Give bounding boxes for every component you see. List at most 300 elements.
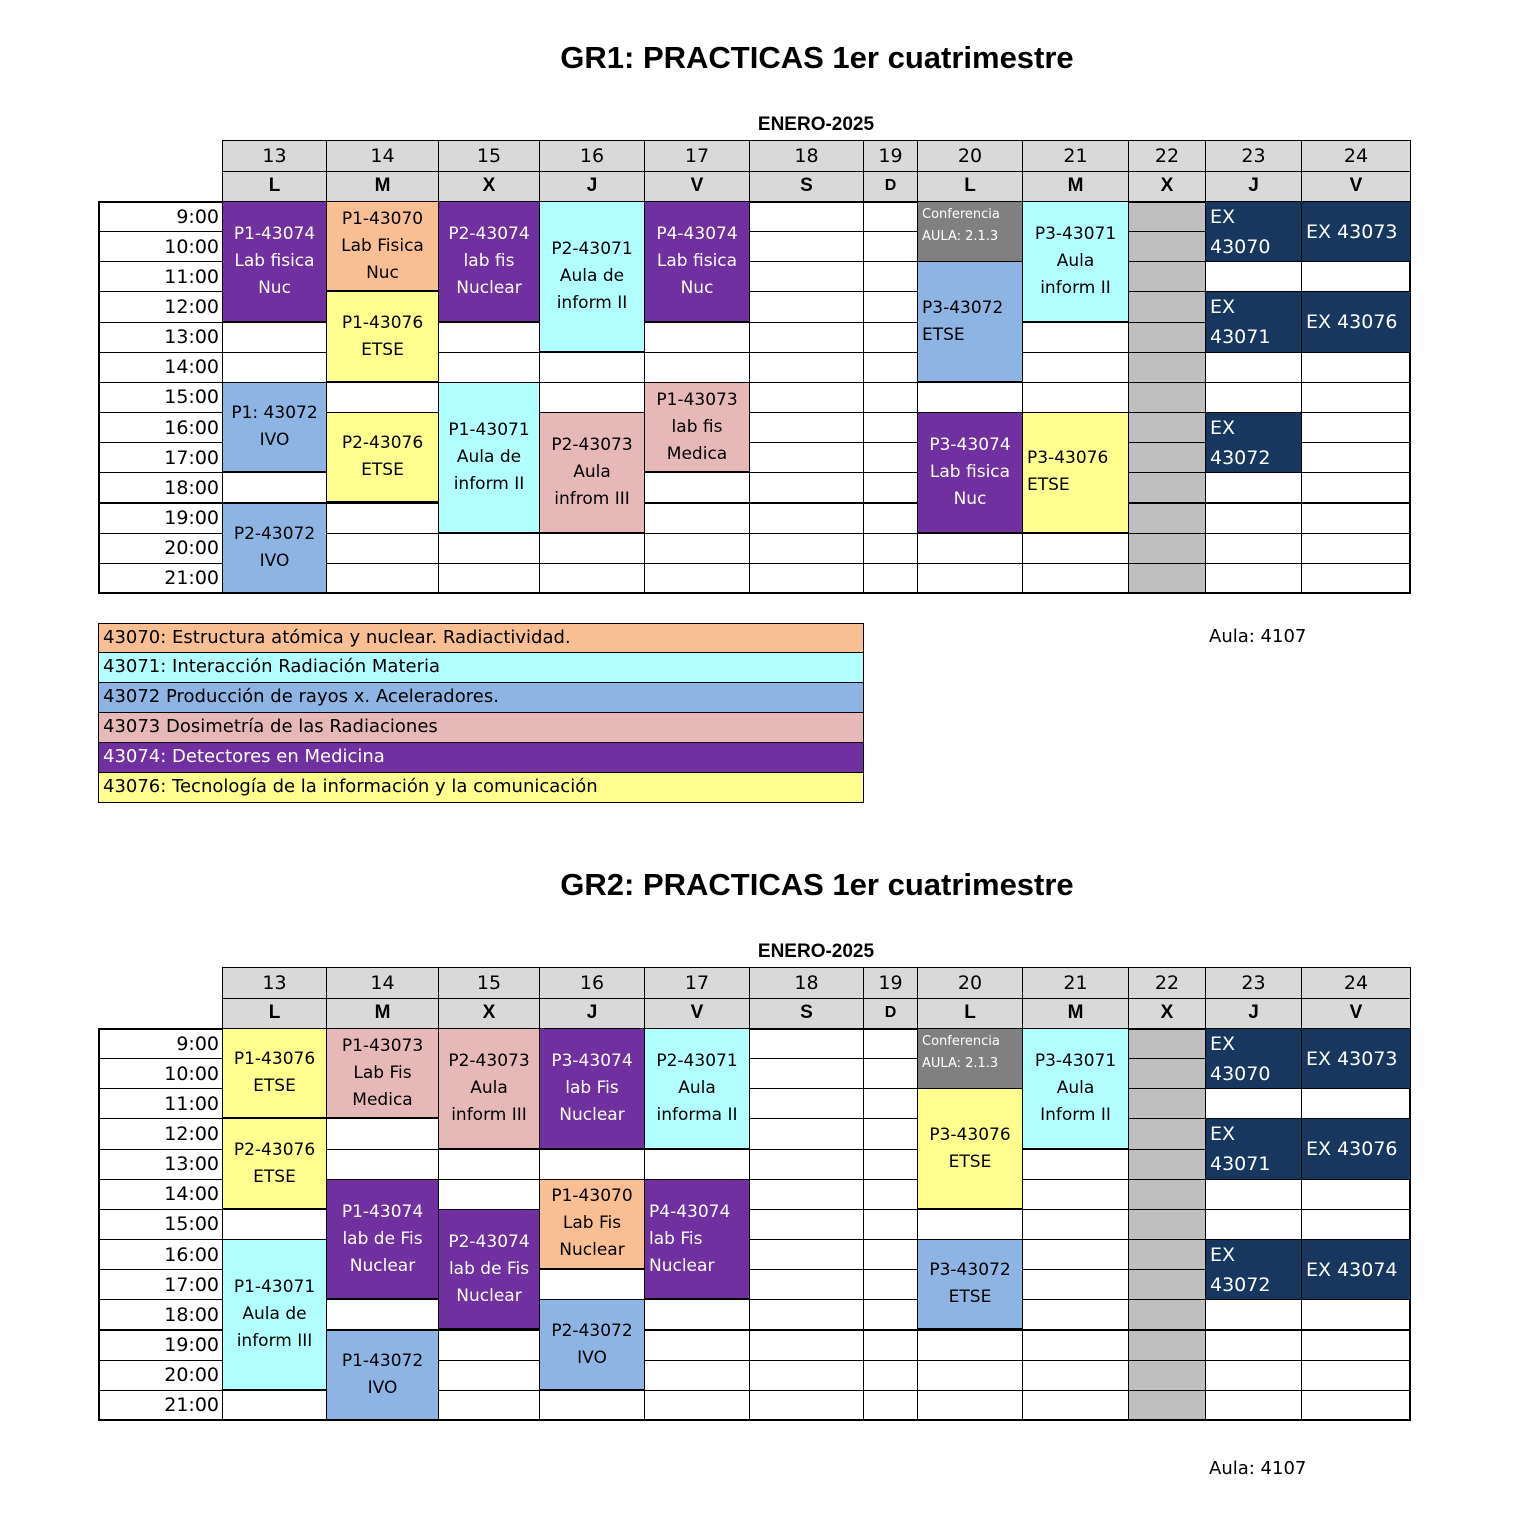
empty-slot [749,1209,864,1240]
class-block: P1-43074 lab de Fis Nuclear [327,1180,438,1300]
legend-item: 43073 Dosimetría de las Radiaciones [98,713,864,743]
closed-day-cell [1128,382,1206,413]
class-block: EX 43076 [1302,292,1410,351]
day-letter-header: L [222,171,327,203]
empty-slot [749,1149,864,1180]
empty-slot [1301,261,1411,292]
day-letter-header: L [917,171,1023,203]
empty-slot [863,1179,918,1210]
empty-slot [1301,503,1411,534]
time-label: 16:00 [98,412,223,443]
closed-day-cell [1128,1088,1206,1119]
time-label: 10:00 [98,231,223,262]
empty-slot [863,322,918,353]
class-block: EX 43072 [1206,1240,1301,1299]
empty-slot [749,322,864,353]
class-block: P2-43073 Aula inform III [439,1029,539,1149]
empty-slot [1301,1179,1411,1210]
closed-day-cell [1128,1058,1206,1089]
empty-slot [1301,382,1411,413]
empty-slot [1205,1088,1302,1119]
empty-slot [326,533,439,564]
day-letter-header: J [1205,171,1302,203]
empty-slot [438,563,540,594]
day-letter-header: V [644,998,750,1030]
empty-slot [438,1390,540,1421]
closed-day-cell [1128,291,1206,322]
class-block: P1-43070 Lab Fis Nuclear [540,1180,644,1269]
empty-slot [917,1209,1023,1240]
day-letter-header: L [222,998,327,1030]
empty-slot [1022,1390,1129,1421]
empty-slot [326,503,439,534]
closed-day-cell [1128,563,1206,594]
empty-slot [644,472,750,503]
empty-slot [539,1149,645,1180]
day-number-header: 14 [326,967,439,999]
class-block: P2-43072 IVO [540,1300,644,1389]
day-letter-header: X [1128,998,1206,1030]
day-number-header: 22 [1128,140,1206,172]
empty-slot [1205,563,1302,594]
day-number-header: 19 [863,140,918,172]
empty-slot [222,1390,327,1421]
empty-slot [438,533,540,564]
empty-slot [644,533,750,564]
closed-day-cell [1128,1149,1206,1180]
time-label: 14:00 [98,1179,223,1210]
closed-day-cell [1128,1209,1206,1240]
empty-slot [749,412,864,443]
day-number-header: 15 [438,140,540,172]
empty-slot [1205,1179,1302,1210]
empty-slot [644,503,750,534]
class-block: P1-43076 ETSE [223,1029,326,1118]
empty-slot [1022,1330,1129,1361]
day-letter-header: J [1205,998,1302,1030]
day-letter-header: S [749,998,864,1030]
day-letter-header: V [1301,171,1411,203]
day-number-header: 24 [1301,967,1411,999]
day-number-header: 16 [539,140,645,172]
closed-day-cell [1128,1028,1206,1059]
empty-slot [863,1299,918,1330]
day-number-header: 23 [1205,967,1302,999]
empty-slot [438,352,540,383]
empty-slot [438,1330,540,1361]
empty-slot [1022,352,1129,383]
empty-slot [1301,352,1411,383]
class-block: P2-43074 lab fis Nuclear [439,202,539,322]
empty-slot [539,1390,645,1421]
day-letter-header: X [1128,171,1206,203]
day-number-header: 13 [222,967,327,999]
empty-slot [1022,533,1129,564]
empty-slot [863,352,918,383]
empty-slot [749,503,864,534]
class-block: P2-43071 Aula de inform II [540,202,644,352]
empty-slot [917,1390,1023,1421]
day-letter-header: V [644,171,750,203]
empty-slot [749,1360,864,1391]
class-block: P1-43072 IVO [327,1331,438,1420]
empty-slot [749,1390,864,1421]
empty-slot [1022,1299,1129,1330]
legend-item: 43072 Producción de rayos x. Aceleradores. [98,683,864,713]
time-label: 16:00 [98,1239,223,1270]
empty-slot [863,563,918,594]
time-label: 13:00 [98,1149,223,1180]
empty-slot [326,382,439,413]
empty-slot [644,563,750,594]
time-label: 17:00 [98,442,223,473]
empty-slot [222,322,327,353]
empty-slot [863,201,918,232]
time-label: 14:00 [98,352,223,383]
legend [98,623,864,803]
day-number-header: 17 [644,140,750,172]
empty-slot [863,1058,918,1089]
day-letter-header: J [539,998,645,1030]
time-label: 10:00 [98,1058,223,1089]
class-block: P1: 43072 IVO [223,383,326,472]
closed-day-cell [1128,472,1206,503]
empty-slot [644,1390,750,1421]
class-block: P1-43070 Lab Fisica Nuc [327,202,438,291]
empty-slot [539,563,645,594]
closed-day-cell [1128,1239,1206,1270]
empty-slot [1301,1088,1411,1119]
empty-slot [749,563,864,594]
closed-day-cell [1128,231,1206,262]
empty-slot [1022,1209,1129,1240]
empty-slot [863,382,918,413]
day-letter-header: M [326,998,439,1030]
empty-slot [1022,382,1129,413]
empty-slot [749,231,864,262]
empty-slot [644,322,750,353]
closed-day-cell [1128,322,1206,353]
day-letter-header: S [749,171,864,203]
closed-day-cell [1128,1360,1206,1391]
empty-slot [749,382,864,413]
empty-slot [749,1299,864,1330]
empty-slot [863,1209,918,1240]
empty-slot [222,352,327,383]
class-block: Conferencia AULA: 2.1.3 [918,1029,1022,1088]
empty-slot [539,533,645,564]
class-block: EX 43073 [1302,202,1410,261]
empty-slot [917,1330,1023,1361]
empty-slot [1022,1239,1129,1270]
empty-slot [863,412,918,443]
empty-slot [438,1149,540,1180]
day-letter-header: D [863,171,918,203]
day-number-header: 19 [863,967,918,999]
day-number-header: 20 [917,140,1023,172]
closed-day-cell [1128,1390,1206,1421]
empty-slot [863,1360,918,1391]
empty-slot [1022,322,1129,353]
empty-slot [438,1179,540,1210]
class-block: P3-43074 Lab fisica Nuc [918,413,1022,533]
empty-slot [222,472,327,503]
time-label: 21:00 [98,1390,223,1421]
empty-slot [1301,1330,1411,1361]
day-number-header: 20 [917,967,1023,999]
time-label: 20:00 [98,533,223,564]
empty-slot [644,1330,750,1361]
empty-slot [1205,1390,1302,1421]
closed-day-cell [1128,261,1206,292]
class-block: P3-43071 Aula inform II [1023,202,1128,322]
empty-slot [863,1088,918,1119]
empty-slot [644,1360,750,1391]
empty-slot [1301,1390,1411,1421]
closed-day-cell [1128,1269,1206,1300]
gr2-title: GR2: PRACTICAS 1er cuatrimestre [560,867,1074,902]
empty-slot [749,1118,864,1149]
empty-slot [863,1269,918,1300]
closed-day-cell [1128,412,1206,443]
class-block: P1-43071 Aula de inform III [223,1240,326,1390]
closed-day-cell [1128,1330,1206,1361]
legend-item: 43071: Interacción Radiación Materia [98,653,864,683]
class-block: P3-43072 ETSE [918,262,1022,382]
class-block: P2-43076 ETSE [327,413,438,502]
empty-slot [863,261,918,292]
time-label: 13:00 [98,322,223,353]
empty-slot [749,1239,864,1270]
class-block: P3-43071 Aula Inform II [1023,1029,1128,1149]
day-letter-header: L [917,998,1023,1030]
class-block: P1-43073 lab fis Medica [645,383,749,472]
empty-slot [1301,412,1411,443]
empty-slot [1022,1360,1129,1391]
time-label: 17:00 [98,1269,223,1300]
closed-day-cell [1128,1299,1206,1330]
class-block: EX 43071 [1206,292,1301,351]
closed-day-cell [1128,201,1206,232]
empty-slot [863,503,918,534]
day-letter-header: M [1022,171,1129,203]
empty-slot [1301,563,1411,594]
class-block: P2-43076 ETSE [223,1119,326,1208]
empty-slot [644,1149,750,1180]
gr1-title: GR1: PRACTICAS 1er cuatrimestre [560,40,1074,75]
empty-slot [222,1209,327,1240]
empty-slot [863,533,918,564]
closed-day-cell [1128,352,1206,383]
empty-slot [1205,261,1302,292]
legend-item: 43074: Detectores en Medicina [98,743,864,773]
time-label: 9:00 [98,1028,223,1059]
day-letter-header: X [438,171,540,203]
empty-slot [326,1149,439,1180]
legend-item: 43076: Tecnología de la información y la comunicación [98,773,864,803]
class-block: P3-43076 ETSE [918,1089,1022,1209]
day-letter-header: V [1301,998,1411,1030]
class-block: P3-43076 ETSE [1023,413,1128,533]
day-letter-header: M [1022,998,1129,1030]
empty-slot [917,533,1023,564]
class-block: P1-43071 Aula de inform II [439,383,539,533]
class-block: EX 43070 [1206,202,1301,261]
empty-slot [1022,1149,1129,1180]
day-number-header: 17 [644,967,750,999]
empty-slot [749,201,864,232]
day-letter-header: M [326,171,439,203]
time-label: 19:00 [98,503,223,534]
empty-slot [863,1330,918,1361]
day-number-header: 16 [539,967,645,999]
time-label: 18:00 [98,472,223,503]
day-number-header: 24 [1301,140,1411,172]
empty-slot [539,1269,645,1300]
class-block: P2-43071 Aula informa II [645,1029,749,1149]
class-block: P2-43072 IVO [223,504,326,593]
class-block: P1-43076 ETSE [327,292,438,381]
empty-slot [1301,1360,1411,1391]
day-number-header: 13 [222,140,327,172]
empty-slot [1301,442,1411,473]
empty-slot [749,1058,864,1089]
empty-slot [749,291,864,322]
class-block: P4-43074 Lab fisica Nuc [645,202,749,322]
empty-slot [326,1118,439,1149]
closed-day-cell [1128,442,1206,473]
legend-item: 43070: Estructura atómica y nuclear. Radiactividad. [98,623,864,653]
class-block: EX 43072 [1206,413,1301,472]
gr2-month: ENERO-2025 [757,941,875,962]
empty-slot [863,1149,918,1180]
class-block: P1-43073 Lab Fis Medica [327,1029,438,1118]
empty-slot [749,1269,864,1300]
time-label: 15:00 [98,1209,223,1240]
day-number-header: 18 [749,140,864,172]
empty-slot [644,352,750,383]
time-label: 15:00 [98,382,223,413]
closed-day-cell [1128,533,1206,564]
empty-slot [863,472,918,503]
empty-slot [1205,1299,1302,1330]
empty-slot [863,1239,918,1270]
empty-slot [749,442,864,473]
empty-slot [1022,1179,1129,1210]
empty-slot [326,1299,439,1330]
closed-day-cell [1128,1118,1206,1149]
time-label: 21:00 [98,563,223,594]
day-number-header: 15 [438,967,540,999]
empty-slot [1205,472,1302,503]
class-block: Conferencia AULA: 2.1.3 [918,202,1022,261]
time-label: 12:00 [98,291,223,322]
empty-slot [863,291,918,322]
empty-slot [863,442,918,473]
time-label: 20:00 [98,1360,223,1391]
class-block: P3-43072 ETSE [918,1240,1022,1329]
empty-slot [917,1360,1023,1391]
empty-slot [749,472,864,503]
closed-day-cell [1128,1179,1206,1210]
class-block: EX 43076 [1302,1119,1410,1178]
time-label: 11:00 [98,261,223,292]
day-number-header: 21 [1022,140,1129,172]
gr1-month: ENERO-2025 [757,114,875,135]
class-block: P4-43074 lab Fis Nuclear [645,1180,749,1300]
empty-slot [749,352,864,383]
day-number-header: 21 [1022,967,1129,999]
empty-slot [749,1088,864,1119]
gr2-aula: Aula: 4107 [1209,1458,1307,1479]
empty-slot [863,231,918,262]
day-number-header: 22 [1128,967,1206,999]
empty-slot [1205,1209,1302,1240]
empty-slot [438,1360,540,1391]
empty-slot [1301,1299,1411,1330]
empty-slot [749,1028,864,1059]
empty-slot [1301,533,1411,564]
empty-slot [863,1118,918,1149]
empty-slot [1205,382,1302,413]
empty-slot [539,352,645,383]
empty-slot [1205,503,1302,534]
empty-slot [1205,1360,1302,1391]
class-block: P1-43074 Lab fisica Nuc [223,202,326,322]
class-block: P2-43073 Aula infrom III [540,413,644,533]
empty-slot [1205,533,1302,564]
closed-day-cell [1128,503,1206,534]
time-label: 9:00 [98,201,223,232]
class-block: EX 43071 [1206,1119,1301,1178]
time-label: 18:00 [98,1299,223,1330]
empty-slot [917,382,1023,413]
empty-slot [863,1028,918,1059]
day-number-header: 18 [749,967,864,999]
day-number-header: 23 [1205,140,1302,172]
empty-slot [438,322,540,353]
gr1-aula: Aula: 4107 [1209,626,1307,647]
empty-slot [749,1330,864,1361]
empty-slot [1022,1269,1129,1300]
empty-slot [863,1390,918,1421]
class-block: EX 43070 [1206,1029,1301,1088]
day-number-header: 14 [326,140,439,172]
class-block: P3-43074 lab Fis Nuclear [540,1029,644,1149]
time-label: 12:00 [98,1118,223,1149]
empty-slot [749,533,864,564]
empty-slot [749,261,864,292]
day-letter-header: D [863,998,918,1030]
empty-slot [1301,1209,1411,1240]
day-letter-header: X [438,998,540,1030]
class-block: EX 43073 [1302,1029,1410,1088]
class-block: P2-43074 lab de Fis Nuclear [439,1210,539,1330]
empty-slot [1205,1330,1302,1361]
empty-slot [539,382,645,413]
time-label: 11:00 [98,1088,223,1119]
time-label: 19:00 [98,1330,223,1361]
empty-slot [1022,563,1129,594]
empty-slot [917,563,1023,594]
empty-slot [749,1179,864,1210]
empty-slot [326,563,439,594]
empty-slot [644,1299,750,1330]
class-block: EX 43074 [1302,1240,1410,1299]
day-letter-header: J [539,171,645,203]
empty-slot [1301,472,1411,503]
empty-slot [1205,352,1302,383]
